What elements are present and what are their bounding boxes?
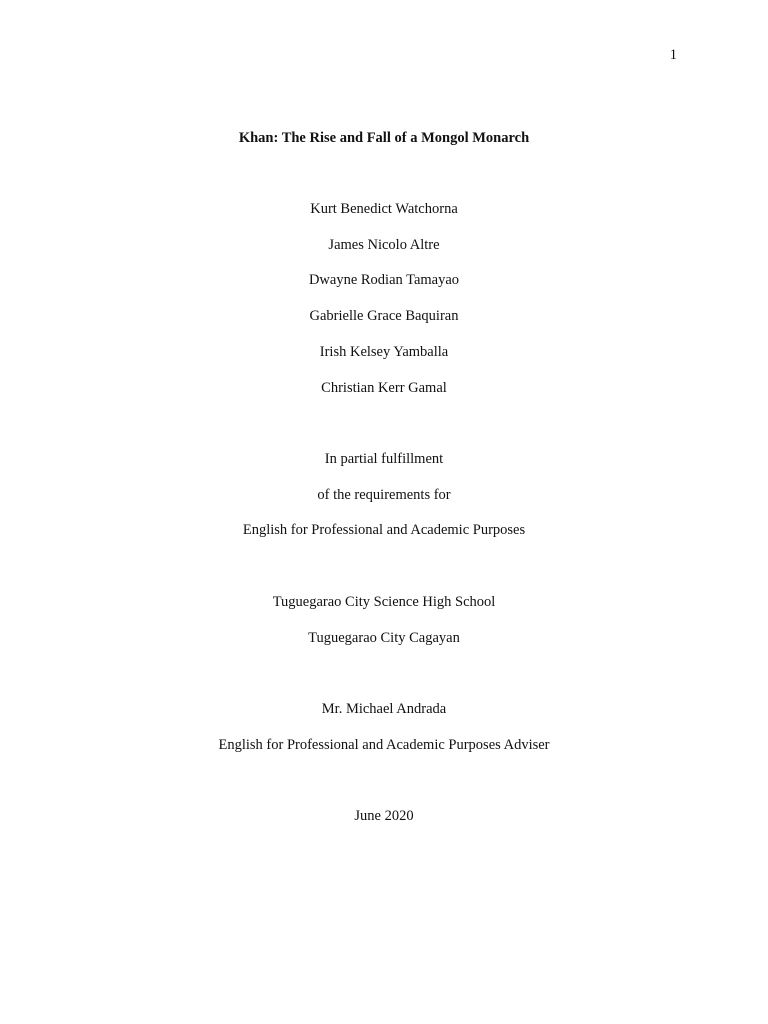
fulfillment-line: In partial fulfillment <box>324 451 444 467</box>
page-number: 1 <box>669 47 677 63</box>
author-name: James Nicolo Altre <box>328 237 440 253</box>
school-location: Tuguegarao City Cagayan <box>308 630 460 646</box>
author-name: Gabrielle Grace Baquiran <box>309 308 459 324</box>
author-name: Christian Kerr Gamal <box>321 380 447 396</box>
fulfillment-line: of the requirements for <box>317 487 451 503</box>
author-name: Kurt Benedict Watchorna <box>310 201 458 217</box>
document-title: Khan: The Rise and Fall of a Mongol Monarch <box>238 130 530 146</box>
author-name: Dwayne Rodian Tamayao <box>308 272 460 288</box>
date: June 2020 <box>354 808 414 824</box>
adviser-name: Mr. Michael Andrada <box>321 701 447 717</box>
adviser-title: English for Professional and Academic Purposes Adviser <box>218 737 550 753</box>
school-name: Tuguegarao City Science High School <box>272 594 496 610</box>
author-name: Irish Kelsey Yamballa <box>319 344 449 360</box>
course-name: English for Professional and Academic Purposes <box>242 522 526 538</box>
